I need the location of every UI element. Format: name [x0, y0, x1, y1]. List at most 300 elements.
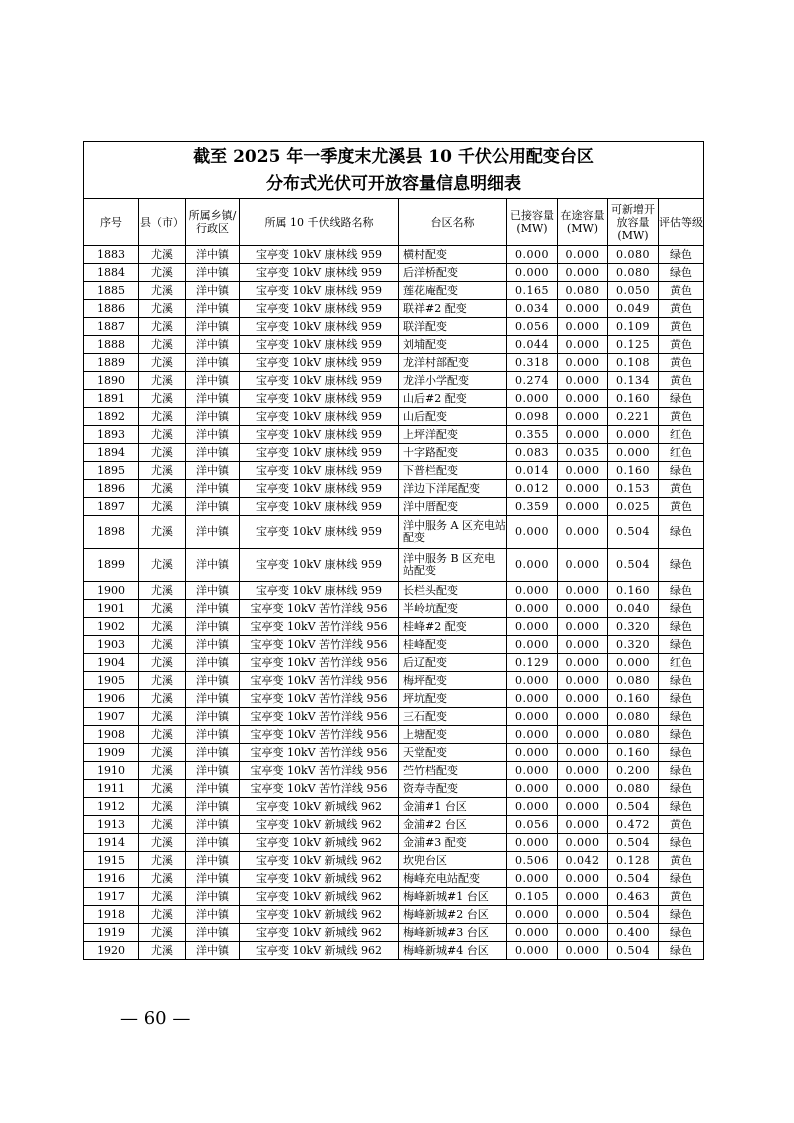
cell-county: 尤溪: [139, 726, 186, 744]
cell-line-name: 宝亭变 10kV 康林线 959: [240, 300, 399, 318]
table-row: [84, 834, 704, 852]
cell-connected: 0.044: [507, 336, 558, 354]
cell-index: 1886: [84, 300, 139, 318]
cell-pending: 0.000: [558, 372, 608, 390]
cell-open: 0.134: [608, 372, 659, 390]
cell-rating: 黄色: [659, 852, 704, 870]
cell-station-name: 梅峰新城#2 台区: [399, 906, 507, 924]
cell-township: 洋中镇: [186, 282, 240, 300]
cell-connected: 0.098: [507, 408, 558, 426]
cell-pending: 0.000: [558, 300, 608, 318]
cell-pending: 0.000: [558, 336, 608, 354]
cell-county: 尤溪: [139, 744, 186, 762]
cell-pending: 0.000: [558, 582, 608, 600]
cell-pending: 0.000: [558, 798, 608, 816]
cell-rating: 绿色: [659, 870, 704, 888]
cell-county: 尤溪: [139, 282, 186, 300]
cell-line-name: 宝亭变 10kV 新城线 962: [240, 924, 399, 942]
cell-pending: 0.000: [558, 498, 608, 516]
cell-township: 洋中镇: [186, 264, 240, 282]
cell-rating: 红色: [659, 654, 704, 672]
cell-index: 1890: [84, 372, 139, 390]
cell-station-name: 梅峰新城#3 台区: [399, 924, 507, 942]
cell-connected: 0.000: [507, 600, 558, 618]
cell-open: 0.128: [608, 852, 659, 870]
table-row: [84, 852, 704, 870]
cell-township: 洋中镇: [186, 372, 240, 390]
cell-pending: 0.000: [558, 480, 608, 498]
cell-index: 1912: [84, 798, 139, 816]
table-row: [84, 354, 704, 372]
cell-township: 洋中镇: [186, 636, 240, 654]
cell-pending: 0.000: [558, 870, 608, 888]
cell-open: 0.153: [608, 480, 659, 498]
cell-pending: 0.000: [558, 672, 608, 690]
cell-rating: 绿色: [659, 744, 704, 762]
cell-connected: 0.000: [507, 618, 558, 636]
cell-line-name: 宝亭变 10kV 康林线 959: [240, 282, 399, 300]
cell-index: 1916: [84, 870, 139, 888]
cell-pending: 0.000: [558, 618, 608, 636]
cell-rating: 绿色: [659, 942, 704, 960]
cell-connected: 0.000: [507, 549, 558, 582]
cell-township: 洋中镇: [186, 744, 240, 762]
cell-line-name: 宝亭变 10kV 康林线 959: [240, 408, 399, 426]
cell-open: 0.025: [608, 498, 659, 516]
cell-township: 洋中镇: [186, 762, 240, 780]
cell-open: 0.320: [608, 636, 659, 654]
table-row: [84, 246, 704, 264]
cell-connected: 0.056: [507, 816, 558, 834]
cell-connected: 0.000: [507, 582, 558, 600]
table-row: [84, 480, 704, 498]
cell-pending: 0.000: [558, 942, 608, 960]
cell-township: 洋中镇: [186, 462, 240, 480]
cell-connected: 0.000: [507, 708, 558, 726]
cell-open: 0.160: [608, 690, 659, 708]
cell-line-name: 宝亭变 10kV 新城线 962: [240, 906, 399, 924]
cell-pending: 0.000: [558, 906, 608, 924]
cell-rating: 绿色: [659, 924, 704, 942]
cell-county: 尤溪: [139, 336, 186, 354]
cell-index: 1887: [84, 318, 139, 336]
cell-township: 洋中镇: [186, 942, 240, 960]
cell-line-name: 宝亭变 10kV 康林线 959: [240, 498, 399, 516]
cell-pending: 0.000: [558, 888, 608, 906]
cell-index: 1895: [84, 462, 139, 480]
header-station-name: 台区名称: [399, 199, 507, 246]
cell-county: 尤溪: [139, 390, 186, 408]
cell-county: 尤溪: [139, 906, 186, 924]
cell-county: 尤溪: [139, 654, 186, 672]
cell-line-name: 宝亭变 10kV 新城线 962: [240, 888, 399, 906]
cell-township: 洋中镇: [186, 834, 240, 852]
cell-line-name: 宝亭变 10kV 康林线 959: [240, 582, 399, 600]
table-row: [84, 300, 704, 318]
cell-township: 洋中镇: [186, 390, 240, 408]
cell-rating: 黄色: [659, 372, 704, 390]
cell-township: 洋中镇: [186, 726, 240, 744]
cell-open: 0.040: [608, 600, 659, 618]
cell-station-name: 莲花庵配变: [399, 282, 507, 300]
cell-township: 洋中镇: [186, 654, 240, 672]
cell-connected: 0.000: [507, 690, 558, 708]
cell-open: 0.000: [608, 654, 659, 672]
cell-station-name: 上塘配变: [399, 726, 507, 744]
cell-open: 0.080: [608, 246, 659, 264]
cell-index: 1910: [84, 762, 139, 780]
cell-connected: 0.506: [507, 852, 558, 870]
cell-county: 尤溪: [139, 816, 186, 834]
cell-open: 0.400: [608, 924, 659, 942]
table-row: [84, 780, 704, 798]
cell-rating: 黄色: [659, 300, 704, 318]
cell-open: 0.504: [608, 549, 659, 582]
cell-county: 尤溪: [139, 300, 186, 318]
cell-county: 尤溪: [139, 600, 186, 618]
cell-open: 0.160: [608, 582, 659, 600]
cell-county: 尤溪: [139, 618, 186, 636]
cell-station-name: 桂峰配变: [399, 636, 507, 654]
cell-rating: 绿色: [659, 582, 704, 600]
cell-rating: 绿色: [659, 834, 704, 852]
cell-pending: 0.000: [558, 654, 608, 672]
cell-index: 1909: [84, 744, 139, 762]
cell-index: 1884: [84, 264, 139, 282]
cell-line-name: 宝亭变 10kV 康林线 959: [240, 549, 399, 582]
cell-pending: 0.000: [558, 924, 608, 942]
cell-open: 0.221: [608, 408, 659, 426]
cell-open: 0.504: [608, 942, 659, 960]
cell-index: 1902: [84, 618, 139, 636]
cell-line-name: 宝亭变 10kV 新城线 962: [240, 816, 399, 834]
cell-line-name: 宝亭变 10kV 康林线 959: [240, 264, 399, 282]
cell-rating: 绿色: [659, 762, 704, 780]
cell-pending: 0.000: [558, 834, 608, 852]
cell-county: 尤溪: [139, 516, 186, 549]
cell-station-name: 梅峰新城#4 台区: [399, 942, 507, 960]
cell-station-name: 山后配变: [399, 408, 507, 426]
cell-county: 尤溪: [139, 690, 186, 708]
table-row: [84, 390, 704, 408]
cell-pending: 0.000: [558, 780, 608, 798]
cell-open: 0.108: [608, 354, 659, 372]
cell-rating: 红色: [659, 426, 704, 444]
cell-station-name: 苎竹档配变: [399, 762, 507, 780]
table-row: [84, 744, 704, 762]
cell-open: 0.160: [608, 462, 659, 480]
cell-open: 0.200: [608, 762, 659, 780]
cell-open: 0.504: [608, 834, 659, 852]
cell-county: 尤溪: [139, 426, 186, 444]
cell-station-name: 天堂配变: [399, 744, 507, 762]
cell-county: 尤溪: [139, 318, 186, 336]
cell-pending: 0.000: [558, 390, 608, 408]
cell-line-name: 宝亭变 10kV 苦竹洋线 956: [240, 618, 399, 636]
cell-line-name: 宝亭变 10kV 苦竹洋线 956: [240, 600, 399, 618]
cell-line-name: 宝亭变 10kV 苦竹洋线 956: [240, 636, 399, 654]
table-row: [84, 690, 704, 708]
table-header-row: [84, 199, 704, 246]
cell-index: 1913: [84, 816, 139, 834]
cell-open: 0.050: [608, 282, 659, 300]
table-title-row: [84, 142, 704, 199]
table-row: [84, 498, 704, 516]
cell-pending: 0.000: [558, 426, 608, 444]
cell-township: 洋中镇: [186, 426, 240, 444]
cell-index: 1911: [84, 780, 139, 798]
header-township: 所属乡镇/行政区: [186, 199, 240, 246]
cell-rating: 绿色: [659, 636, 704, 654]
cell-township: 洋中镇: [186, 408, 240, 426]
table-row: [84, 906, 704, 924]
cell-station-name: 金浦#3 配变: [399, 834, 507, 852]
cell-open: 0.000: [608, 444, 659, 462]
cell-index: 1919: [84, 924, 139, 942]
header-index: 序号: [84, 199, 139, 246]
cell-rating: 黄色: [659, 408, 704, 426]
cell-county: 尤溪: [139, 672, 186, 690]
cell-line-name: 宝亭变 10kV 康林线 959: [240, 354, 399, 372]
table-row: [84, 372, 704, 390]
table-row: [84, 618, 704, 636]
cell-station-name: 桂峰#2 配变: [399, 618, 507, 636]
cell-index: 1915: [84, 852, 139, 870]
cell-station-name: 十字路配变: [399, 444, 507, 462]
cell-connected: 0.000: [507, 726, 558, 744]
cell-township: 洋中镇: [186, 516, 240, 549]
cell-connected: 0.000: [507, 798, 558, 816]
cell-index: 1891: [84, 390, 139, 408]
cell-station-name: 长栏头配变: [399, 582, 507, 600]
cell-line-name: 宝亭变 10kV 康林线 959: [240, 318, 399, 336]
cell-line-name: 宝亭变 10kV 苦竹洋线 956: [240, 690, 399, 708]
table-row: [84, 318, 704, 336]
cell-index: 1893: [84, 426, 139, 444]
cell-station-name: 后辽配变: [399, 654, 507, 672]
cell-index: 1918: [84, 906, 139, 924]
cell-line-name: 宝亭变 10kV 康林线 959: [240, 516, 399, 549]
table-row: [84, 462, 704, 480]
cell-county: 尤溪: [139, 354, 186, 372]
cell-township: 洋中镇: [186, 870, 240, 888]
cell-pending: 0.000: [558, 726, 608, 744]
cell-connected: 0.000: [507, 264, 558, 282]
cell-township: 洋中镇: [186, 816, 240, 834]
cell-pending: 0.000: [558, 318, 608, 336]
cell-open: 0.504: [608, 870, 659, 888]
cell-open: 0.463: [608, 888, 659, 906]
cell-line-name: 宝亭变 10kV 苦竹洋线 956: [240, 654, 399, 672]
cell-open: 0.049: [608, 300, 659, 318]
cell-index: 1905: [84, 672, 139, 690]
cell-line-name: 宝亭变 10kV 康林线 959: [240, 336, 399, 354]
cell-rating: 黄色: [659, 816, 704, 834]
cell-line-name: 宝亭变 10kV 苦竹洋线 956: [240, 780, 399, 798]
cell-rating: 黄色: [659, 888, 704, 906]
cell-rating: 绿色: [659, 618, 704, 636]
cell-connected: 0.274: [507, 372, 558, 390]
cell-township: 洋中镇: [186, 672, 240, 690]
cell-county: 尤溪: [139, 780, 186, 798]
cell-connected: 0.000: [507, 516, 558, 549]
cell-open: 0.080: [608, 672, 659, 690]
cell-line-name: 宝亭变 10kV 康林线 959: [240, 390, 399, 408]
cell-station-name: 金浦#2 台区: [399, 816, 507, 834]
cell-station-name: 梅坪配变: [399, 672, 507, 690]
header-rating: 评估等级: [659, 199, 704, 246]
cell-index: 1903: [84, 636, 139, 654]
table-row: [84, 816, 704, 834]
cell-line-name: 宝亭变 10kV 苦竹洋线 956: [240, 726, 399, 744]
table-row: [84, 264, 704, 282]
cell-connected: 0.000: [507, 924, 558, 942]
cell-index: 1894: [84, 444, 139, 462]
cell-county: 尤溪: [139, 246, 186, 264]
cell-station-name: 上坪洋配变: [399, 426, 507, 444]
header-county: 县（市）: [139, 199, 186, 246]
cell-connected: 0.000: [507, 942, 558, 960]
table-row: [84, 942, 704, 960]
cell-county: 尤溪: [139, 852, 186, 870]
cell-county: 尤溪: [139, 372, 186, 390]
cell-township: 洋中镇: [186, 498, 240, 516]
cell-index: 1920: [84, 942, 139, 960]
cell-rating: 黄色: [659, 336, 704, 354]
table-row: [84, 408, 704, 426]
cell-station-name: 洋边下洋尾配变: [399, 480, 507, 498]
cell-open: 0.504: [608, 798, 659, 816]
cell-township: 洋中镇: [186, 600, 240, 618]
cell-township: 洋中镇: [186, 906, 240, 924]
cell-station-name: 龙洋村部配变: [399, 354, 507, 372]
cell-county: 尤溪: [139, 498, 186, 516]
table-row: [84, 654, 704, 672]
cell-county: 尤溪: [139, 549, 186, 582]
cell-open: 0.320: [608, 618, 659, 636]
cell-station-name: 洋中服务 A 区充电站配变: [399, 516, 507, 549]
cell-station-name: 洋中服务 B 区充电站配变: [399, 549, 507, 582]
cell-rating: 绿色: [659, 600, 704, 618]
cell-open: 0.080: [608, 780, 659, 798]
cell-rating: 绿色: [659, 246, 704, 264]
cell-connected: 0.000: [507, 780, 558, 798]
cell-line-name: 宝亭变 10kV 康林线 959: [240, 462, 399, 480]
cell-connected: 0.000: [507, 906, 558, 924]
cell-rating: 绿色: [659, 549, 704, 582]
cell-rating: 红色: [659, 444, 704, 462]
cell-station-name: 联洋配变: [399, 318, 507, 336]
cell-rating: 绿色: [659, 672, 704, 690]
cell-county: 尤溪: [139, 264, 186, 282]
table-row: [84, 582, 704, 600]
cell-rating: 绿色: [659, 798, 704, 816]
cell-station-name: 坪坑配变: [399, 690, 507, 708]
table-row: [84, 888, 704, 906]
cell-station-name: 横村配变: [399, 246, 507, 264]
cell-township: 洋中镇: [186, 582, 240, 600]
cell-rating: 绿色: [659, 906, 704, 924]
cell-pending: 0.000: [558, 354, 608, 372]
cell-rating: 绿色: [659, 708, 704, 726]
cell-station-name: 刘埔配变: [399, 336, 507, 354]
cell-connected: 0.355: [507, 426, 558, 444]
cell-line-name: 宝亭变 10kV 康林线 959: [240, 246, 399, 264]
cell-township: 洋中镇: [186, 690, 240, 708]
table-body: [84, 246, 704, 960]
cell-connected: 0.318: [507, 354, 558, 372]
cell-rating: 绿色: [659, 726, 704, 744]
cell-rating: 绿色: [659, 516, 704, 549]
cell-connected: 0.014: [507, 462, 558, 480]
cell-open: 0.504: [608, 906, 659, 924]
cell-connected: 0.000: [507, 744, 558, 762]
cell-connected: 0.000: [507, 870, 558, 888]
cell-county: 尤溪: [139, 408, 186, 426]
cell-rating: 绿色: [659, 264, 704, 282]
table-row: [84, 426, 704, 444]
cell-line-name: 宝亭变 10kV 康林线 959: [240, 444, 399, 462]
cell-line-name: 宝亭变 10kV 新城线 962: [240, 798, 399, 816]
page-number: — 60 —: [120, 1008, 191, 1029]
table-row: [84, 282, 704, 300]
table-title-line2: 分布式光伏可开放容量信息明细表: [266, 174, 522, 194]
cell-rating: 绿色: [659, 690, 704, 708]
cell-pending: 0.000: [558, 246, 608, 264]
cell-county: 尤溪: [139, 480, 186, 498]
cell-connected: 0.083: [507, 444, 558, 462]
cell-pending: 0.042: [558, 852, 608, 870]
table-row: [84, 708, 704, 726]
table-row: [84, 924, 704, 942]
cell-index: 1885: [84, 282, 139, 300]
cell-pending: 0.000: [558, 408, 608, 426]
cell-line-name: 宝亭变 10kV 新城线 962: [240, 852, 399, 870]
cell-rating: 黄色: [659, 282, 704, 300]
cell-connected: 0.000: [507, 672, 558, 690]
cell-station-name: 金浦#1 台区: [399, 798, 507, 816]
cell-index: 1904: [84, 654, 139, 672]
header-open-capacity: 可新增开放容量(MW): [608, 199, 659, 246]
cell-open: 0.109: [608, 318, 659, 336]
cell-township: 洋中镇: [186, 708, 240, 726]
cell-county: 尤溪: [139, 942, 186, 960]
table-row: [84, 798, 704, 816]
cell-station-name: 后洋桥配变: [399, 264, 507, 282]
cell-pending: 0.080: [558, 282, 608, 300]
cell-connected: 0.000: [507, 762, 558, 780]
cell-index: 1883: [84, 246, 139, 264]
cell-county: 尤溪: [139, 798, 186, 816]
table-row: [84, 726, 704, 744]
cell-rating: 黄色: [659, 354, 704, 372]
cell-index: 1896: [84, 480, 139, 498]
cell-index: 1917: [84, 888, 139, 906]
cell-township: 洋中镇: [186, 444, 240, 462]
table-row: [84, 600, 704, 618]
cell-line-name: 宝亭变 10kV 新城线 962: [240, 870, 399, 888]
cell-pending: 0.000: [558, 744, 608, 762]
cell-connected: 0.000: [507, 834, 558, 852]
cell-station-name: 资寿寺配变: [399, 780, 507, 798]
cell-connected: 0.129: [507, 654, 558, 672]
cell-county: 尤溪: [139, 888, 186, 906]
cell-connected: 0.165: [507, 282, 558, 300]
cell-county: 尤溪: [139, 870, 186, 888]
cell-line-name: 宝亭变 10kV 苦竹洋线 956: [240, 672, 399, 690]
cell-county: 尤溪: [139, 462, 186, 480]
cell-township: 洋中镇: [186, 852, 240, 870]
